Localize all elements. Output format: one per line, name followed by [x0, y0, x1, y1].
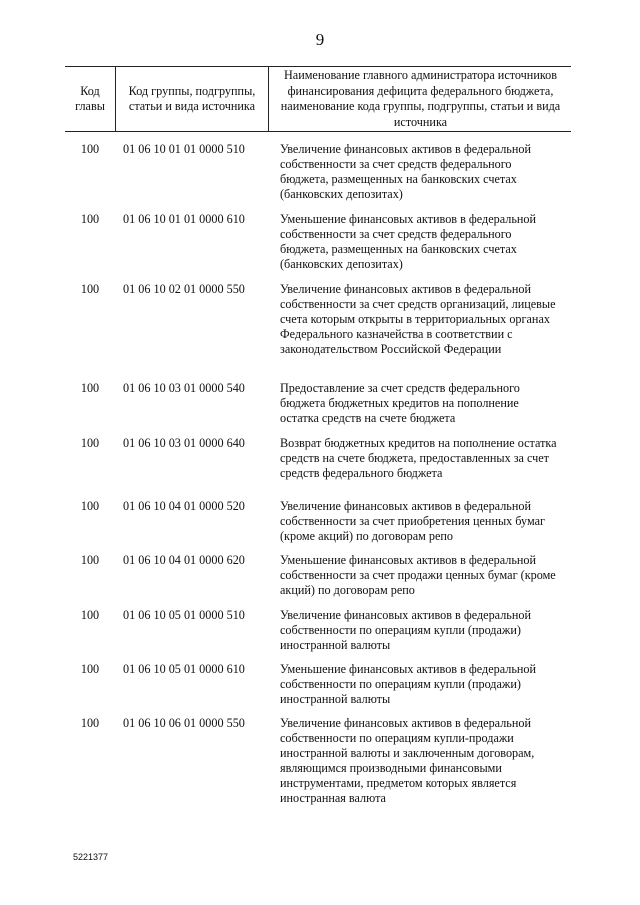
chapter-code: 100 [80, 436, 100, 450]
table-row [65, 499, 571, 553]
group-code: 01 06 10 03 01 0000 540 [123, 381, 245, 395]
chapter-code: 100 [80, 553, 100, 567]
header-chapter-code: Код главы [75, 83, 105, 113]
table-row [65, 436, 571, 499]
source-name: Увеличение финансовых активов в федеральной собственности за счет приобретения ценных бумаг (кроме акций) по договорам репо [280, 499, 546, 543]
header-name: Наименование главного администратора источников финансирования дефицита федерального бюджета, наименование кода группы, подгруппы, статьи и вида источника [268, 67, 572, 131]
chapter-code: 100 [80, 381, 100, 395]
source-name: Увеличение финансовых активов в федеральной собственности за счет средств организаций, лицевые счета которым открыты в территориальных органах Федерального казначейства в соответствии с законодательством Российской Федерации [280, 282, 556, 356]
chapter-code: 100 [80, 662, 100, 676]
table-row [65, 608, 571, 662]
page-number: 9 [315, 30, 325, 49]
table-row [65, 716, 571, 816]
source-name: Уменьшение финансовых активов в федеральной собственности за счет средств федерального бюджета, размещенных на банковских счетах (банковских депозитах) [280, 212, 537, 271]
group-code: 01 06 10 03 01 0000 640 [123, 436, 245, 450]
header-group-code: Код группы, подгруппы, статьи и вида источника [115, 67, 268, 131]
chapter-code: 100 [80, 212, 100, 226]
table-row [65, 282, 571, 381]
table-row [65, 212, 571, 282]
table-row [65, 142, 571, 212]
table-body [65, 142, 571, 816]
source-name: Возврат бюджетных кредитов на пополнение остатка средств на счете бюджета, предоставленных за счет средств федерального бюджета [280, 436, 557, 480]
source-name: Увеличение финансовых активов в федеральной собственности за счет средств федерального бюджета, размещенных на банковских счетах (банковских депозитах) [280, 142, 531, 201]
source-name: Увеличение финансовых активов в федеральной собственности по операциям купли-продажи иностранной валюты и заключенным договорам, являющимся производными финансовыми инструментами, предметом которых является иностранная валюта [280, 716, 535, 805]
source-name: Уменьшение финансовых активов в федеральной собственности по операциям купли (продажи) иностранной валюты [280, 662, 537, 706]
group-code: 01 06 10 01 01 0000 610 [123, 212, 245, 226]
group-code: 01 06 10 02 01 0000 550 [123, 282, 245, 296]
source-name: Предоставление за счет средств федерального бюджета бюджетных кредитов на пополнение остатка средств на счете бюджета [280, 381, 520, 425]
source-name: Уменьшение финансовых активов в федеральной собственности за счет продажи ценных бумаг (кроме акций) по договорам репо [280, 553, 556, 597]
group-code: 01 06 10 05 01 0000 610 [123, 662, 245, 676]
chapter-code: 100 [80, 608, 100, 622]
table-row [65, 381, 571, 436]
group-code: 01 06 10 05 01 0000 510 [123, 608, 245, 622]
chapter-code: 100 [80, 716, 100, 730]
group-code: 01 06 10 04 01 0000 520 [123, 499, 245, 513]
chapter-code: 100 [80, 499, 100, 513]
group-code: 01 06 10 01 01 0000 510 [123, 142, 245, 156]
table-row [65, 553, 571, 608]
chapter-code: 100 [80, 282, 100, 296]
table-row [65, 662, 571, 716]
table-header [65, 66, 571, 132]
group-code: 01 06 10 04 01 0000 620 [123, 553, 245, 567]
source-name: Увеличение финансовых активов в федеральной собственности по операциям купли (продажи) иностранной валюты [280, 608, 531, 652]
document-barcode-number: 5221377 [73, 852, 109, 862]
chapter-code: 100 [80, 142, 100, 156]
group-code: 01 06 10 06 01 0000 550 [123, 716, 245, 730]
